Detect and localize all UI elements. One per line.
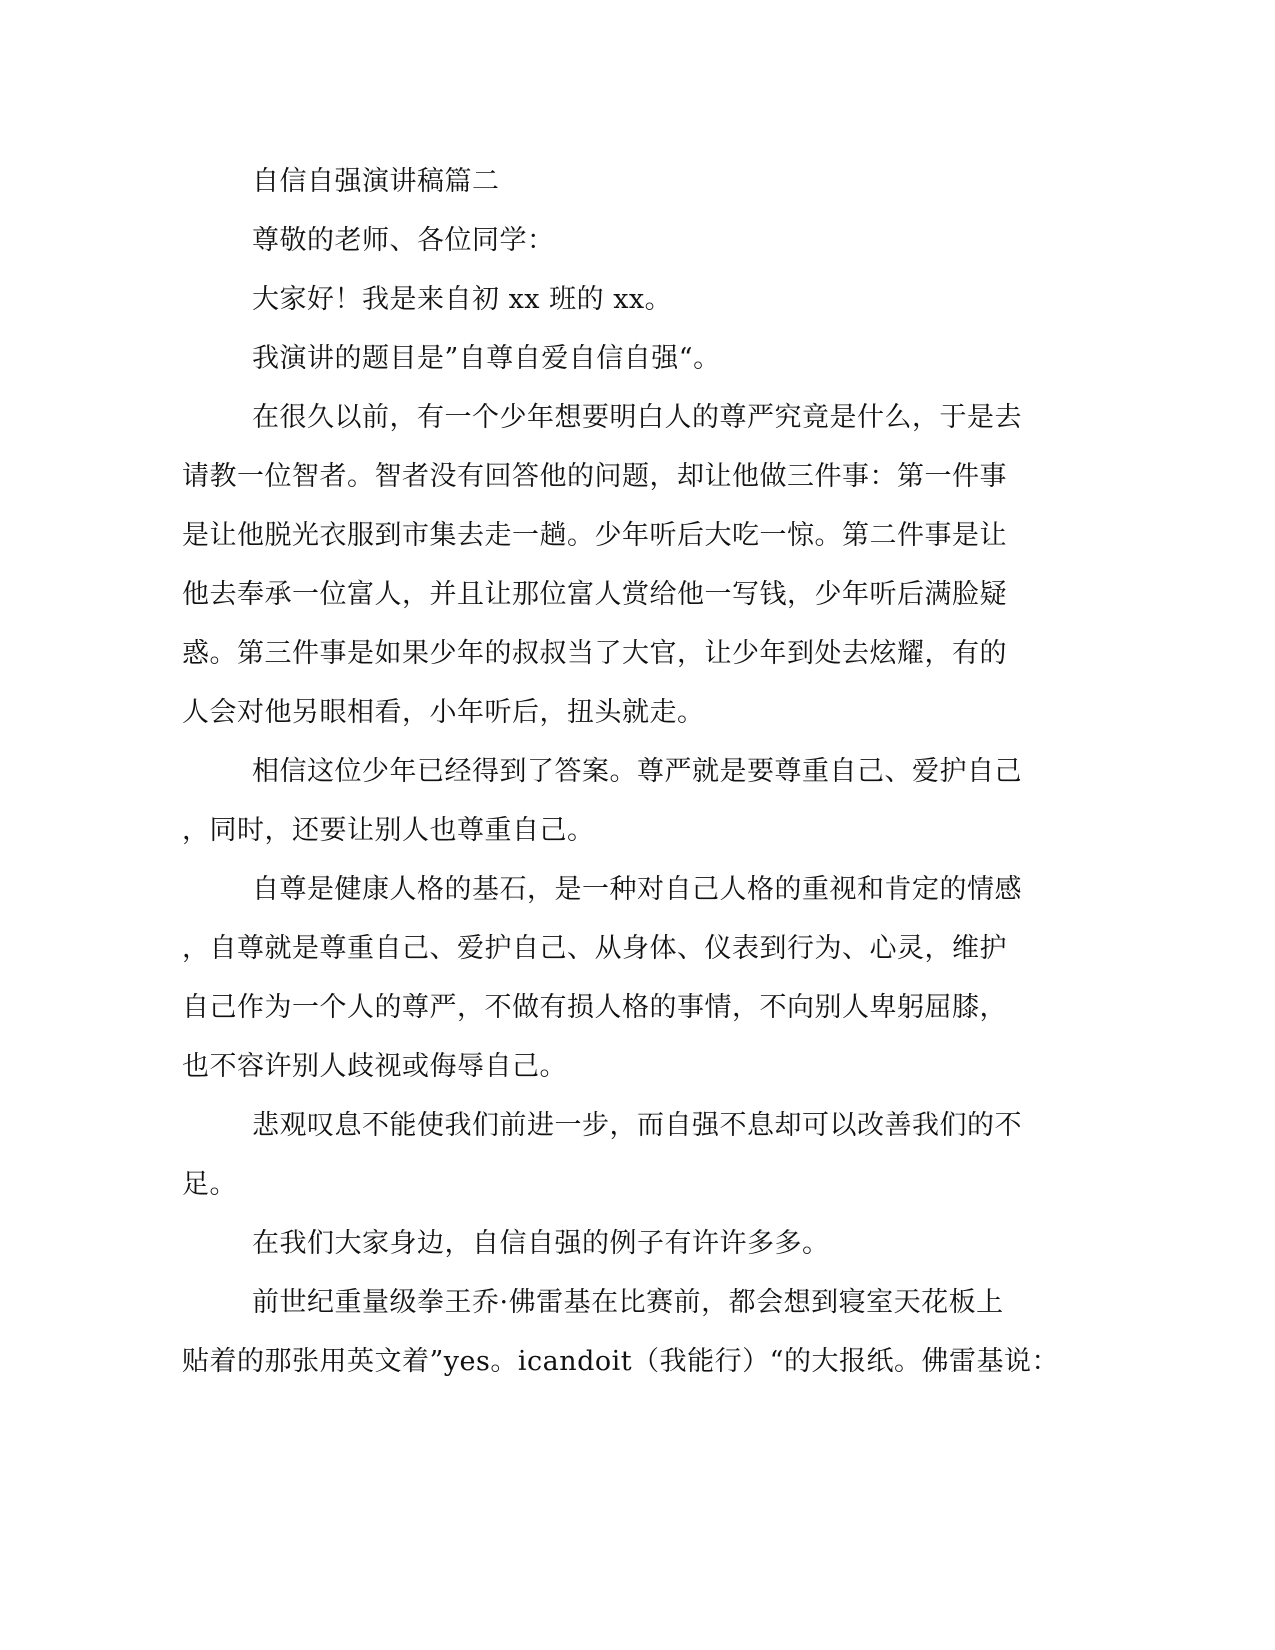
paragraph-line: 自己作为一个人的尊严，不做有损人格的事情，不向别人卑躬屈膝， (182, 992, 1007, 1023)
greeting-line: 大家好！我是来自初 xx 班的 xx。 (252, 284, 673, 315)
paragraph-line: 悲观叹息不能使我们前进一步，而自强不息却可以改善我们的不 (252, 1110, 1022, 1141)
document-title: 自信自强演讲稿篇二 (252, 166, 500, 197)
paragraph-line: 在很久以前，有一个少年想要明白人的尊严究竟是什么，于是去 (252, 402, 1022, 433)
topic-line: 我演讲的题目是”自尊自爱自信自强“。 (252, 343, 721, 374)
paragraph-line: 在我们大家身边，自信自强的例子有许许多多。 (252, 1228, 830, 1259)
paragraph-line: 请教一位智者。智者没有回答他的问题，却让他做三件事：第一件事 (182, 461, 1007, 492)
paragraph-line: 也不容许别人歧视或侮辱自己。 (182, 1051, 567, 1082)
paragraph-line: 他去奉承一位富人，并且让那位富人赏给他一写钱，少年听后满脸疑 (182, 579, 1007, 610)
paragraph-line: 足。 (182, 1169, 237, 1200)
paragraph-line: ，同时，还要让别人也尊重自己。 (182, 815, 595, 846)
paragraph-line: 相信这位少年已经得到了答案。尊严就是要尊重自己、爱护自己 (252, 756, 1022, 787)
paragraph-line: 自尊是健康人格的基石，是一种对自己人格的重视和肯定的情感 (252, 874, 1022, 905)
paragraph-line: ，自尊就是尊重自己、爱护自己、从身体、仪表到行为、心灵，维护 (182, 933, 1007, 964)
paragraph-line: 前世纪重量级拳王乔·佛雷基在比赛前，都会想到寝室天花板上 (252, 1287, 1004, 1318)
paragraph-line: 人会对他另眼相看，小年听后，扭头就走。 (182, 697, 705, 728)
paragraph-line: 贴着的那张用英文着”yes。icandoit（我能行）“的大报纸。佛雷基说： (182, 1346, 1059, 1377)
salutation-line: 尊敬的老师、各位同学： (252, 225, 555, 256)
paragraph-line: 是让他脱光衣服到市集去走一趟。少年听后大吃一惊。第二件事是让 (182, 520, 1007, 551)
paragraph-line: 惑。第三件事是如果少年的叔叔当了大官，让少年到处去炫耀，有的 (182, 638, 1007, 669)
